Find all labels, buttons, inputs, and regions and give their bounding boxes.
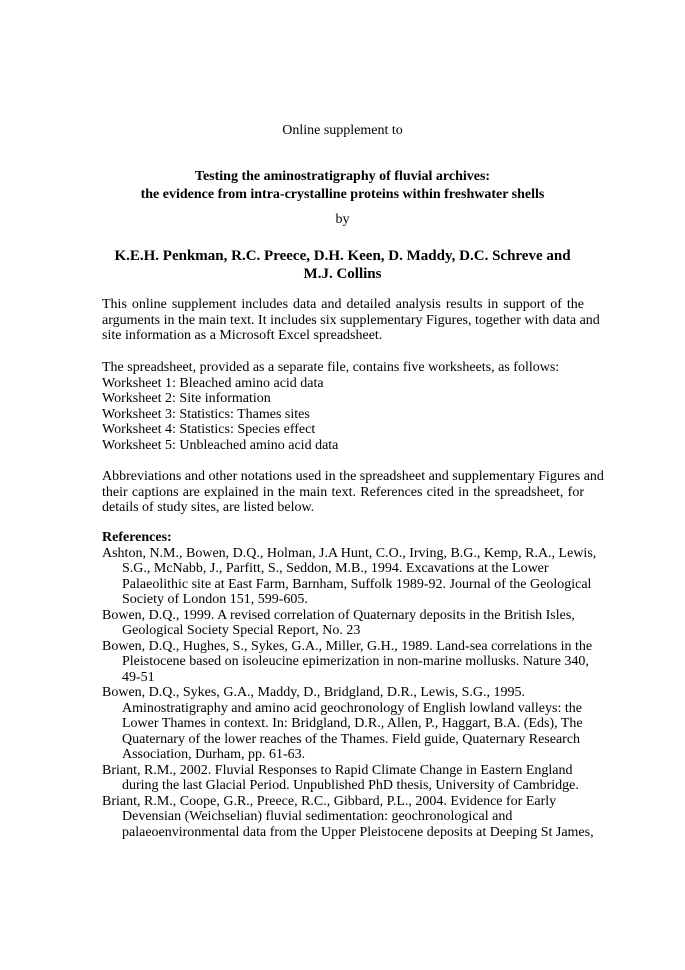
text-line: details of study sites, are listed below.: [102, 500, 315, 515]
worksheet-item: Worksheet 4: Statistics: Species effect: [102, 422, 316, 437]
reference-line: Bowen, D.Q., Sykes, G.A., Maddy, D., Bridgland, D.R., Lewis, S.G., 1995.: [102, 685, 525, 700]
worksheets-section: [102, 360, 584, 453]
reference-line: palaeoenvironmental data from the Upper Pleistocene deposits at Deeping St James,: [122, 824, 594, 840]
reference-line: Bowen, D.Q., Hughes, S., Sykes, G.A., Miller, G.H., 1989. Land-sea correlations in the: [102, 638, 593, 654]
references-heading: References:: [102, 530, 172, 545]
spreadsheet-intro: The spreadsheet, provided as a separate file, contains five worksheets, as follows:: [102, 360, 560, 375]
reference-line: Association, Durham, pp. 61-63.: [122, 747, 306, 762]
reference-entry: [102, 763, 584, 794]
worksheet-item: Worksheet 2: Site information: [102, 391, 271, 406]
reference-line: 49-51: [122, 669, 155, 685]
authors: [0, 247, 685, 283]
intro-paragraph: [102, 297, 600, 344]
references-section: [102, 530, 597, 840]
reference-line: Society of London 151, 599-605.: [122, 592, 308, 607]
text-line: Abbreviations and other notations used in the spreadsheet and supplementary Figures and: [102, 469, 604, 484]
text-line: their captions are explained in the main text. References cited in the spreadsheet, for: [102, 484, 584, 500]
reference-line: during the last Glacial Period. Unpublished PhD thesis, University of Cambridge.: [122, 778, 579, 793]
paper-title: [0, 168, 685, 204]
reference-line: S.G., McNabb, J., Parfitt, S., Seddon, M.B., 1994. Excavations at the Lower: [122, 561, 549, 576]
reference-line: Lower Thames in context. In: Bridgland, D.R., Allen, P., Haggart, B.A. (Eds), The: [122, 716, 583, 731]
reference-line: Pleistocene based on isoleucine epimerization in non-marine mollusks. Nature 340,: [122, 654, 589, 669]
reference-entry: [102, 545, 597, 608]
reference-line: Ashton, N.M., Bowen, D.Q., Holman, J.A Hunt, C.O., Irving, B.G., Kemp, R.A., Lewis,: [102, 545, 597, 561]
reference-line: Quaternary of the lower reaches of the Thames. Field guide, Quaternary Research: [122, 731, 581, 747]
title-line: Testing the aminostratigraphy of fluvial archives:: [194, 169, 491, 184]
authors-line: M.J. Collins: [303, 266, 382, 282]
text-line: This online supplement includes data and detailed analysis results in support of the: [102, 297, 584, 312]
reference-entry: [102, 638, 593, 686]
reference-entry: [102, 685, 584, 763]
reference-entry: [102, 793, 594, 841]
authors-line: K.E.H. Penkman, R.C. Preece, D.H. Keen, D. Maddy, D.C. Schreve and: [114, 248, 571, 264]
worksheet-item: Worksheet 1: Bleached amino acid data: [102, 375, 324, 391]
abbreviations-paragraph: [102, 469, 604, 516]
text-line: site information as a Microsoft Excel spreadsheet.: [102, 328, 383, 343]
worksheet-item: Worksheet 5: Unbleached amino acid data: [102, 437, 339, 453]
reference-line: Palaeolithic site at East Farm, Barnham, Suffolk 1989-92. Journal of the Geological: [122, 576, 592, 592]
reference-entry: [102, 608, 584, 639]
worksheet-item: Worksheet 3: Statistics: Thames sites: [102, 406, 310, 422]
title-line: the evidence from intra-crystalline proteins within freshwater shells: [140, 187, 545, 202]
reference-line: Geological Society Special Report, No. 23: [122, 623, 361, 638]
text-line: arguments in the main text. It includes six supplementary Figures, together with data and: [102, 312, 600, 328]
supplement-heading: Online supplement to: [282, 123, 403, 138]
reference-line: Briant, R.M., Coope, G.R., Preece, R.C., Gibbard, P.L., 2004. Evidence for Early: [102, 793, 557, 809]
reference-line: Briant, R.M., 2002. Fluvial Responses to Rapid Climate Change in Eastern England: [102, 762, 573, 778]
reference-line: Devensian (Weichselian) fluvial sedimentation: geochronological and: [122, 809, 513, 824]
by-label: by: [335, 212, 350, 227]
reference-line: Bowen, D.Q., 1999. A revised correlation of Quaternary deposits in the British Isles,: [102, 607, 575, 623]
reference-line: Aminostratigraphy and amino acid geochronology of English lowland valleys: the: [122, 700, 582, 716]
